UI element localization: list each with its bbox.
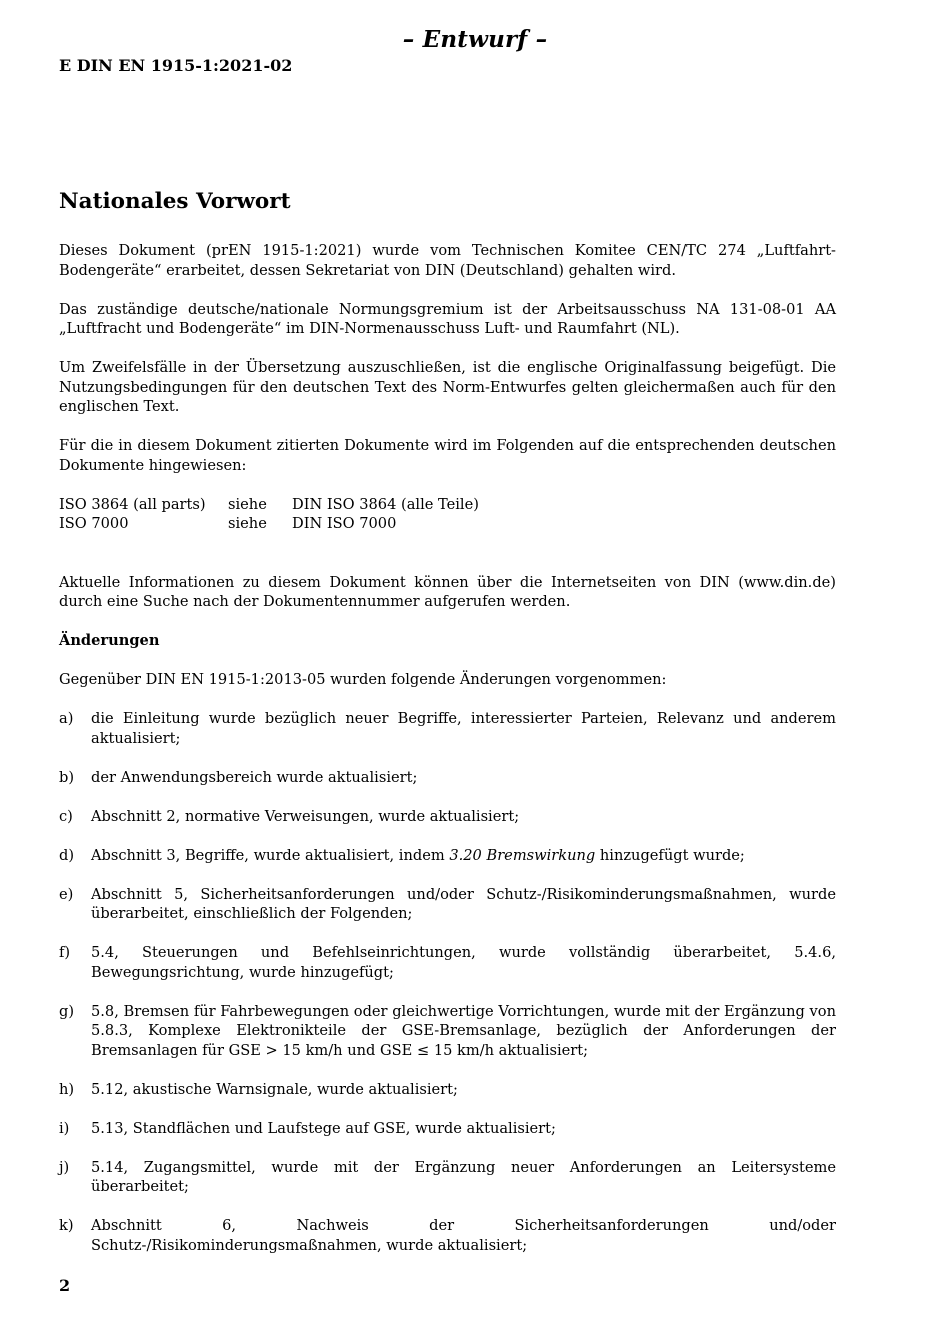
paragraph-committee: Dieses Dokument (prEN 1915-1:2021) wurde vom Technischen Komitee CEN/TC 274 „Luftfahrt-Bodengeräte“ erarbeitet, dessen Sekretariat von DIN (Deutschland) gehalten wird. bbox=[59, 242, 836, 279]
change-item bbox=[59, 885, 836, 924]
paragraph-current-info: Aktuelle Informationen zu diesem Dokument können über die Internetseiten von DIN (www.din.de) durch eine Suche nach der Dokumentennummer aufgerufen werden. bbox=[59, 573, 836, 610]
change-item bbox=[59, 768, 836, 788]
reference-row bbox=[59, 495, 836, 515]
change-item bbox=[59, 943, 836, 982]
change-item bbox=[59, 1119, 836, 1139]
reference-source: ISO 3864 (all parts) bbox=[59, 495, 206, 513]
change-item-text: Abschnitt 5, Sicherheitsanforderungen und/oder Schutz-/Risikominderungsmaßnahmen, wurde überarbeitet, einschließlich der Folgenden; bbox=[91, 885, 836, 922]
page-number: 2 bbox=[59, 1276, 71, 1295]
reference-relation: siehe bbox=[228, 515, 267, 532]
change-item bbox=[59, 846, 836, 866]
paragraph-cited-documents: Für die in diesem Dokument zitierten Dokumente wird im Folgenden auf die entsprechenden deutschen Dokumente hingewiesen: bbox=[59, 437, 836, 474]
changes-heading: Änderungen bbox=[59, 632, 160, 649]
reference-target: DIN ISO 7000 bbox=[292, 515, 397, 532]
change-item-text: der Anwendungsbereich wurde aktualisiert; bbox=[91, 768, 418, 786]
change-item bbox=[59, 1216, 836, 1255]
change-item-text: die Einleitung wurde bezüglich neuer Begriffe, interessierter Parteien, Relevanz und anderem aktualisiert; bbox=[91, 710, 836, 747]
change-item-letter: d) bbox=[59, 846, 75, 864]
change-item-letter: k) bbox=[59, 1217, 74, 1234]
change-item bbox=[59, 1002, 836, 1061]
change-item-letter: h) bbox=[59, 1080, 75, 1098]
change-item-text: 5.12, akustische Warnsignale, wurde aktualisiert; bbox=[91, 1080, 458, 1098]
change-item-text-after: hinzugefügt wurde; bbox=[595, 846, 745, 864]
change-item-text: 5.4, Steuerungen und Befehlseinrichtungen, wurde vollständig überarbeitet, 5.4.6, Bewegungsrichtung, wurde hinzugefügt; bbox=[91, 944, 836, 981]
reference-source: ISO 7000 bbox=[59, 515, 129, 532]
change-item-text: 5.14, Zugangsmittel, wurde mit der Ergänzung neuer Anforderungen an Leitersysteme überarbeitet; bbox=[91, 1158, 836, 1195]
changes-intro: Gegenüber DIN EN 1915-1:2013-05 wurden folgende Änderungen vorgenommen: bbox=[59, 671, 667, 688]
change-item-text: Abschnitt 6, Nachweis der Sicherheitsanforderungen und/oder Schutz-/Risikominderungsmaßnahmen, wurde aktualisiert; bbox=[91, 1217, 836, 1254]
reference-target: DIN ISO 3864 (alle Teile) bbox=[292, 495, 479, 513]
paragraph-translation: Um Zweifelsfälle in der Übersetzung auszuschließen, ist die englische Originalfassung beigefügt. Die Nutzungsbedingungen für den deutschen Text des Norm-Entwurfes gelten gleichermaßen auch für den englischen Text. bbox=[59, 359, 836, 415]
change-item bbox=[59, 1080, 836, 1100]
section-title: Nationales Vorwort bbox=[59, 189, 291, 214]
change-item-letter: g) bbox=[59, 1002, 75, 1020]
change-item-letter: i) bbox=[59, 1119, 70, 1137]
draft-mark: – Entwurf – bbox=[402, 26, 548, 53]
change-item bbox=[59, 709, 836, 748]
change-item-text bbox=[91, 846, 836, 866]
change-item bbox=[59, 1158, 836, 1197]
change-item-text-before: Abschnitt 3, Begriffe, wurde aktualisiert, indem bbox=[91, 846, 450, 864]
reference-row bbox=[59, 514, 836, 534]
document-id: E DIN EN 1915-1:2021-02 bbox=[59, 56, 293, 75]
change-item-letter: c) bbox=[59, 807, 73, 825]
change-item-text: 5.8, Bremsen für Fahrbewegungen oder gleichwertige Vorrichtungen, wurde mit der Ergänzung von 5.8.3, Komplexe Elektronikteile der GSE-Bremsanlage, bezüglich der Anforderungen der Bremsanlagen für GSE > 15 km/h und GSE ≤ 15 km/h aktualisiert; bbox=[91, 1002, 836, 1059]
paragraph-standards-body: Das zuständige deutsche/nationale Normungsgremium ist der Arbeitsausschuss NA 131-08-01 AA „Luftfracht und Bodengeräte“ im DIN-Normenausschuss Luft- und Raumfahrt (NL). bbox=[59, 300, 836, 337]
page-content bbox=[59, 188, 836, 1275]
reference-table bbox=[59, 495, 836, 534]
change-item-letter: b) bbox=[59, 768, 75, 786]
reference-relation: siehe bbox=[228, 495, 267, 513]
change-item-text: Abschnitt 2, normative Verweisungen, wurde aktualisiert; bbox=[91, 807, 520, 825]
change-item-text: 5.13, Standflächen und Laufstege auf GSE, wurde aktualisiert; bbox=[91, 1119, 556, 1137]
change-item bbox=[59, 807, 836, 827]
change-item-letter: j) bbox=[59, 1158, 70, 1176]
term-reference: 3.20 Bremswirkung bbox=[449, 846, 596, 864]
change-item-letter: e) bbox=[59, 885, 74, 903]
change-item-letter: a) bbox=[59, 710, 74, 727]
change-item-letter: f) bbox=[59, 944, 71, 961]
